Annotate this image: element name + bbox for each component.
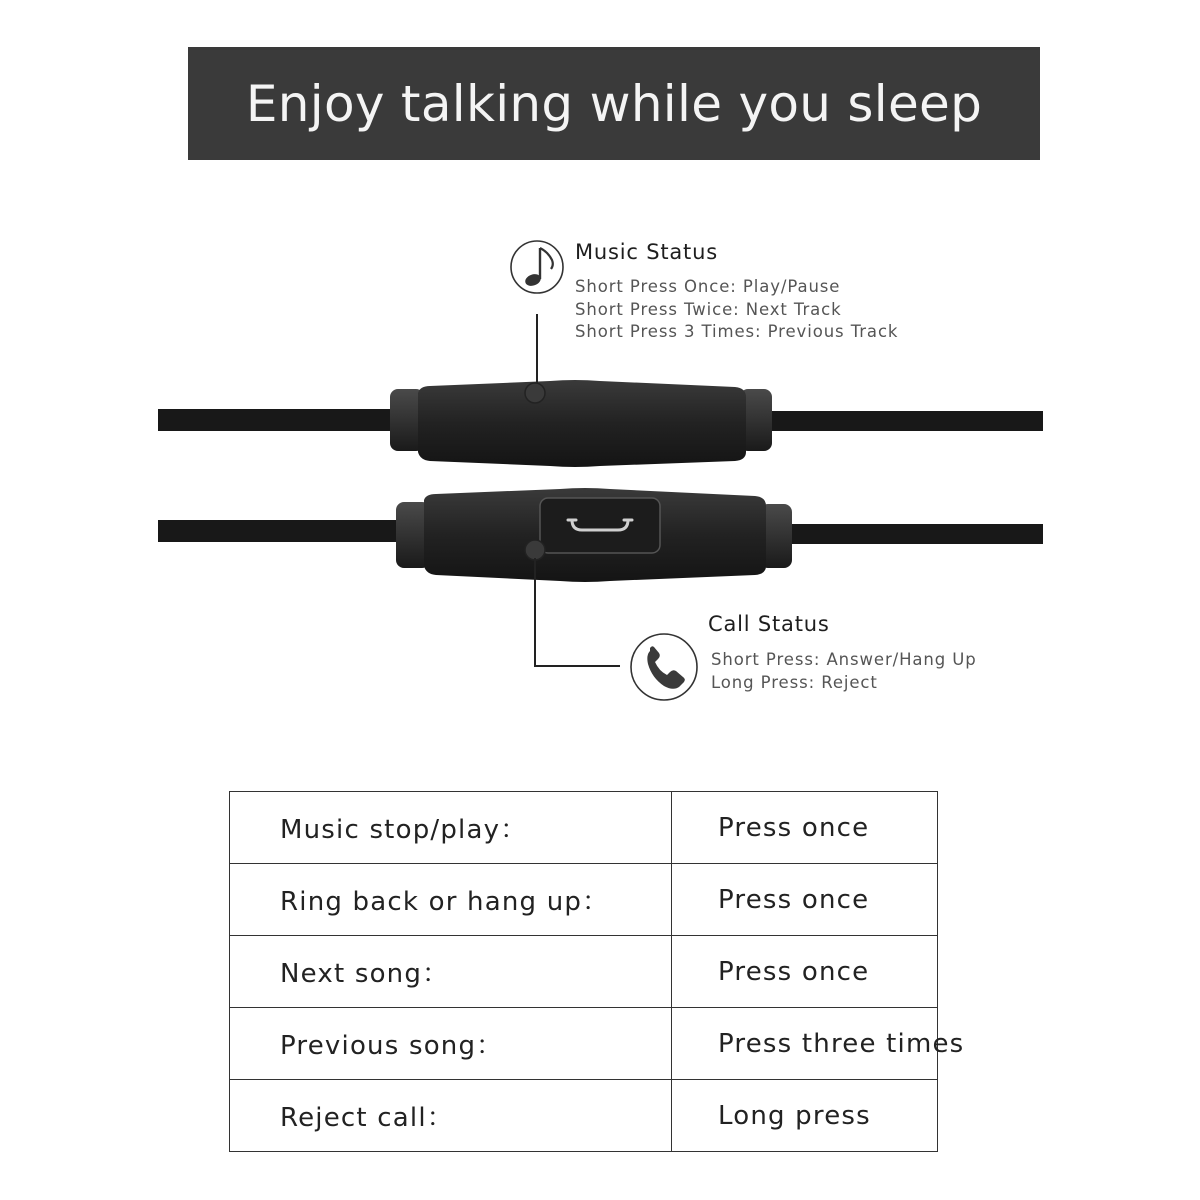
table-row [230, 864, 938, 936]
table-row [230, 792, 938, 864]
upper-cable-right [760, 411, 1043, 431]
upper-cable-left [158, 409, 398, 431]
lower-cable-right [780, 524, 1043, 544]
music-status-title: Music Status [575, 240, 718, 264]
call-status-line: Short Press: Answer/Hang Up [711, 650, 977, 669]
lower-remote [158, 488, 1043, 582]
music-status-callout [511, 241, 563, 403]
controls-table [229, 791, 965, 1152]
call-button [540, 498, 660, 553]
press-cell: Press once [672, 936, 938, 1008]
call-status-line: Long Press: Reject [711, 673, 878, 692]
music-status-line: Short Press Twice: Next Track [575, 300, 842, 319]
action-cell: Previous song： [230, 1008, 672, 1080]
music-status-line: Short Press Once: Play/Pause [575, 277, 841, 296]
call-button-marker [525, 540, 545, 560]
music-button-marker [525, 383, 545, 403]
press-cell: Press once [672, 864, 938, 936]
banner-title: Enjoy talking while you sleep [245, 74, 983, 133]
upper-remote-body [418, 380, 746, 467]
table-row [230, 1008, 938, 1080]
action-cell: Music stop/play： [230, 792, 672, 864]
press-cell: Press three times [672, 1008, 938, 1080]
action-cell: Next song： [230, 936, 672, 1008]
music-status-line: Short Press 3 Times: Previous Track [575, 322, 899, 341]
press-cell: Long press [672, 1080, 938, 1152]
call-status-title: Call Status [708, 612, 830, 636]
action-cell: Reject call： [230, 1080, 672, 1152]
table-row [230, 936, 938, 1008]
lower-cable-left [158, 520, 408, 542]
upper-remote [158, 380, 1043, 467]
action-cell: Ring back or hang up： [230, 864, 672, 936]
press-cell: Press once [672, 792, 938, 864]
music-note-icon [511, 241, 563, 293]
table-row [230, 1080, 938, 1152]
phone-icon [631, 634, 697, 700]
